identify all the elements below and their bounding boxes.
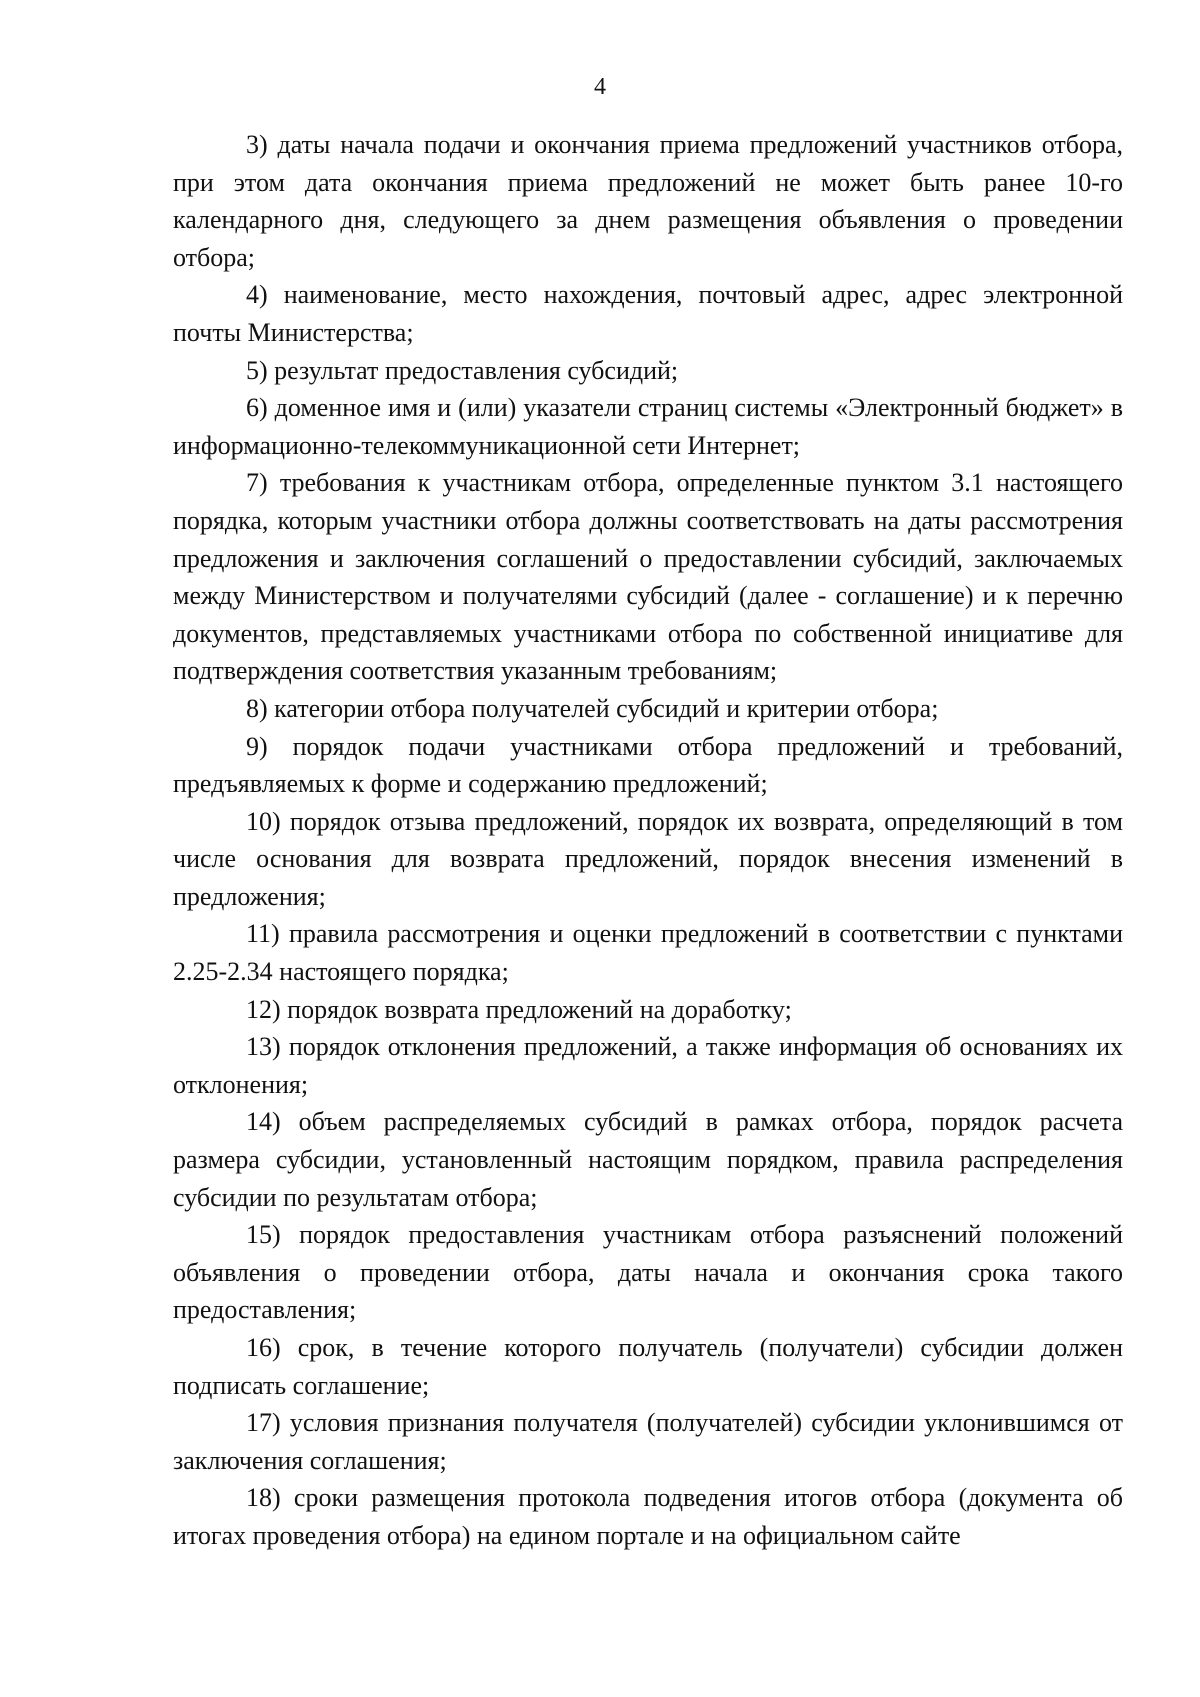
- paragraph-item-15: 15) порядок предоставления участникам отбора разъяснений положений объявления о проведении отбора, даты начала и окончания срока такого предоставления;: [173, 1220, 1123, 1325]
- document-body: [173, 126, 1123, 1555]
- paragraph-item-14: 14) объем распределяемых субсидий в рамках отбора, порядок расчета размера субсидии, установленный настоящим порядком, правила распределения субсидии по результатам отбора;: [173, 1107, 1123, 1212]
- paragraph-item-5: 5) результат предоставления субсидий;: [246, 355, 679, 385]
- paragraph-item-11: 11) правила рассмотрения и оценки предложений в соответствии с пунктами 2.25-2.34 настоящего порядка;: [173, 919, 1123, 987]
- paragraph-item-13: 13) порядок отклонения предложений, а также информация об основаниях их отклонения;: [173, 1032, 1123, 1099]
- paragraph-item-3: 3) даты начала подачи и окончания приема предложений участников отбора, при этом дата окончания приема предложений не может быть ранее 10-го календарного дня, следующего за днем размещения объявления о проведении отбора;: [173, 130, 1123, 272]
- paragraph-item-18: 18) сроки размещения протокола подведения итогов отбора (документа об итогах проведения отбора) на едином портале и на официальном сайте: [173, 1483, 1123, 1550]
- paragraph-item-17: 17) условия признания получателя (получателей) субсидии уклонившимся от заключения соглашения;: [173, 1408, 1123, 1475]
- paragraph-item-4: 4) наименование, место нахождения, почтовый адрес, адрес электронной почты Министерства;: [173, 280, 1123, 347]
- paragraph-item-7: 7) требования к участникам отбора, определенные пунктом 3.1 настоящего порядка, которым участники отбора должны соответствовать на даты рассмотрения предложения и заключения соглашений о предоставлении субсидий, заключаемых между Министерством и получателями субсидий (далее - соглашение) и к перечню документов, представляемых участниками отбора по собственной инициативе для подтверждения соответствия указанным требованиям;: [173, 468, 1123, 686]
- paragraph-item-12: 12) порядок возврата предложений на доработку;: [246, 994, 792, 1024]
- paragraph-item-16: 16) срок, в течение которого получатель (получатели) субсидии должен подписать соглашение;: [173, 1333, 1123, 1400]
- page-number: 4: [594, 74, 606, 100]
- paragraph-item-9: 9) порядок подачи участниками отбора предложений и требований, предъявляемых к форме и содержанию предложений;: [173, 731, 1123, 799]
- paragraph-item-8: 8) категории отбора получателей субсидий и критерии отбора;: [246, 693, 939, 723]
- paragraph-item-6: 6) доменное имя и (или) указатели страниц системы «Электронный бюджет» в информационно-телекоммуникационной сети Интернет;: [173, 393, 1123, 460]
- paragraph-item-10: 10) порядок отзыва предложений, порядок их возврата, определяющий в том числе основания для возврата предложений, порядок внесения изменений в предложения;: [173, 806, 1123, 911]
